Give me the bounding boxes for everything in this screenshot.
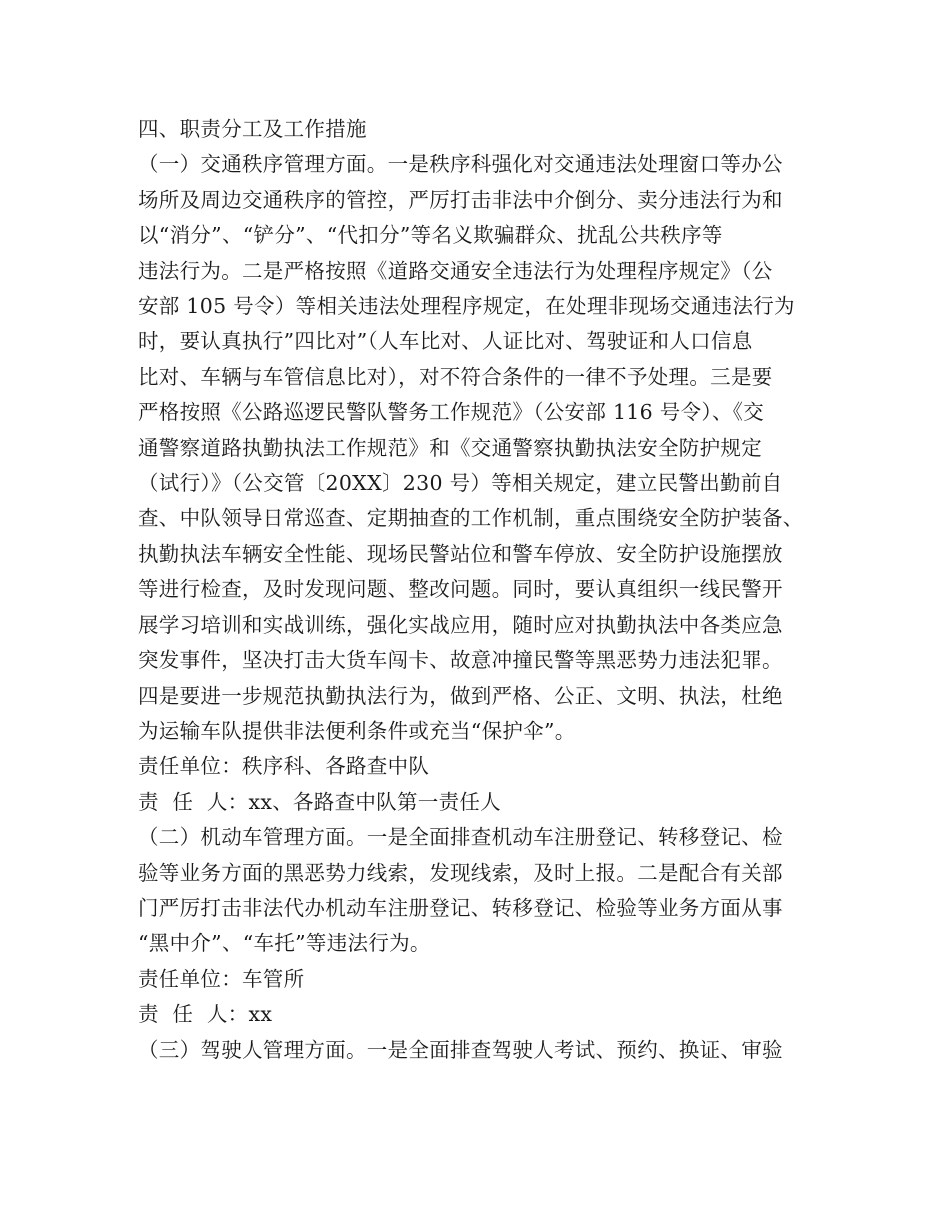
text-line: 执勤执法车辆安全性能、现场民警站位和警车停放、安全防护设施摆放 xyxy=(138,541,783,566)
text-line: “黑中介”、“车托”等违法行为。 xyxy=(138,931,431,956)
text-line: 展学习培训和实战训练，强化实战应用，随时应对执勤执法中各类应急 xyxy=(138,612,783,637)
text-line: 四是要进一步规范执勤执法行为，做到严格、公正、文明、执法，杜绝 xyxy=(138,683,783,708)
responsible-unit-2 xyxy=(138,962,828,997)
text-line: 安部 105 号令）等相关违法处理程序规定，在处理非现场交通违法行为 xyxy=(138,294,795,319)
paragraph-driver-management xyxy=(138,1033,828,1068)
section-heading xyxy=(138,112,828,147)
responsible-unit-1 xyxy=(138,749,828,784)
responsible-person-2 xyxy=(138,997,828,1032)
text-line: 违法行为。二是严格按照《道路交通安全违法行为处理程序规定》（公 xyxy=(138,258,773,283)
text-line: 门严厉打击非法代办机动车注册登记、转移登记、检验等业务方面从事 xyxy=(138,895,783,920)
document-body xyxy=(138,112,828,1068)
text-line: （一）交通秩序管理方面。一是秩序科强化对交通违法处理窗口等办公 xyxy=(138,152,783,177)
text-line: （三）驾驶人管理方面。一是全面排查驾驶人考试、预约、换证、审验 xyxy=(138,1037,783,1062)
text-line: （二）机动车管理方面。一是全面排查机动车注册登记、转移登记、检 xyxy=(138,825,783,850)
text-line: 等进行检查，及时发现问题、整改问题。同时，要认真组织一线民警开 xyxy=(138,577,783,602)
text-line: 责任单位：车管所 xyxy=(138,966,305,991)
text-line: （试行）》（公交管〔20XX〕230 号）等相关规定，建立民警出勤前自 xyxy=(138,471,783,496)
text-line: 责 任 人：xx、各路查中队第一责任人 xyxy=(138,789,501,814)
text-line: 查、中队领导日常巡查、定期抽查的工作机制，重点围绕安全防护装备、 xyxy=(138,506,804,531)
text-line: 比对、车辆与车管信息比对），对不符合条件的一律不予处理。三是要 xyxy=(138,364,773,389)
text-line: 场所及周边交通秩序的管控，严厉打击非法中介倒分、卖分违法行为和 xyxy=(138,187,783,212)
text-line: 验等业务方面的黑恶势力线索，发现线索，及时上报。二是配合有关部 xyxy=(138,860,783,885)
text-line: 时，要认真执行”四比对”（人车比对、人证比对、驾驶证和人口信息 xyxy=(138,329,753,354)
responsible-person-1 xyxy=(138,785,828,820)
text-line: 突发事件，坚决打击大货车闯卡、故意冲撞民警等黑恶势力违法犯罪。 xyxy=(138,648,783,673)
text-line: 通警察道路执勤执法工作规范》和《交通警察执勤执法安全防护规定 xyxy=(138,435,762,460)
text-line: 责任单位：秩序科、各路查中队 xyxy=(138,754,430,779)
text-line: 以“消分”、“铲分”、“代扣分”等名义欺骗群众、扰乱公共秩序等 xyxy=(138,223,723,248)
paragraph-traffic-order xyxy=(138,147,828,749)
paragraph-vehicle-management xyxy=(138,820,828,962)
text-line: 严格按照《公路巡逻民警队警务工作规范》（公安部 116 号令）、《交 xyxy=(138,400,765,425)
text-line: 四、职责分工及工作措施 xyxy=(138,117,367,141)
text-line: 为运输车队提供非法便利条件或充当“保护伞”。 xyxy=(138,718,576,743)
text-line: 责 任 人：xx xyxy=(138,1002,273,1027)
